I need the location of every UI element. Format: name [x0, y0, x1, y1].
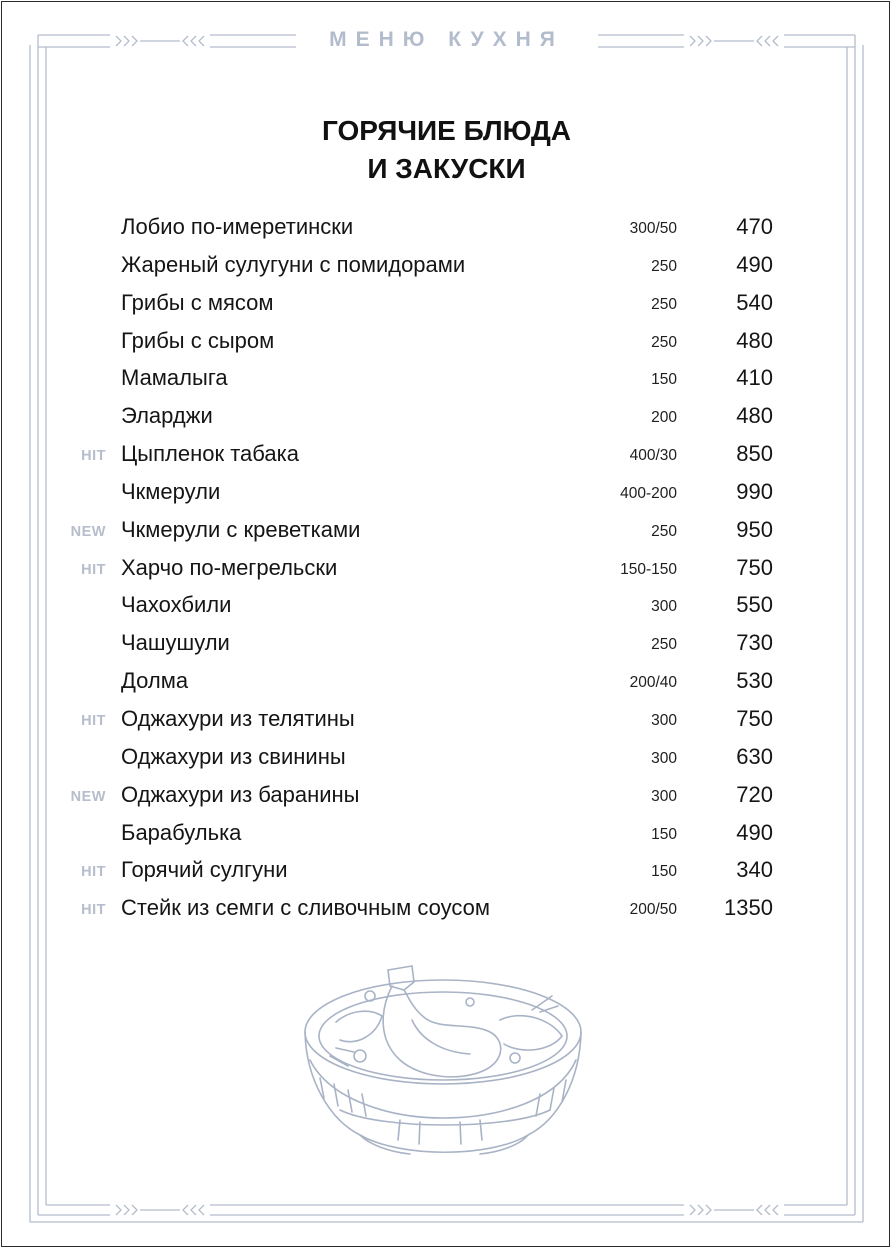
menu-item-tag: NEW — [70, 523, 106, 540]
menu-item-price: 750 — [736, 705, 773, 731]
menu-item — [0, 739, 893, 777]
menu-item-price: 470 — [736, 214, 773, 239]
menu-item — [0, 587, 893, 625]
menu-item-weight: 300 — [651, 749, 677, 767]
section-heading-line1: ГОРЯЧИЕ БЛЮДА — [321, 115, 572, 146]
menu-item-price: 950 — [736, 516, 773, 542]
menu-item — [0, 701, 893, 739]
menu-item-name: Чахохбили — [121, 592, 232, 618]
menu-item — [0, 436, 893, 474]
menu-item-name: Долма — [121, 668, 189, 694]
menu-item-weight: 400-200 — [620, 484, 677, 502]
menu-item-price: 1350 — [724, 895, 773, 921]
clay-pot-dish-illustration — [300, 960, 590, 1170]
menu-item-weight: 400/30 — [629, 447, 677, 465]
menu-item-weight: 250 — [651, 295, 677, 313]
section-heading — [0, 112, 893, 188]
menu-item — [0, 247, 893, 285]
section-heading-line2: И ЗАКУСКИ — [367, 153, 526, 184]
menu-item — [0, 360, 893, 398]
menu-item-tag: HIT — [81, 712, 106, 729]
menu-item — [0, 474, 893, 512]
menu-item — [0, 209, 893, 247]
menu-item-price: 750 — [736, 554, 773, 580]
menu-item-name: Чашушули — [121, 630, 230, 656]
menu-item-weight: 200/40 — [629, 674, 677, 692]
menu-item-name: Лобио по-имеретински — [121, 214, 354, 239]
menu-item-weight: 300 — [651, 711, 677, 729]
menu-item — [0, 323, 893, 361]
menu-item-tag: HIT — [81, 864, 106, 881]
menu-item-price: 490 — [736, 251, 773, 277]
menu-item-weight: 250 — [651, 333, 677, 351]
menu-item-name: Барабулька — [121, 819, 242, 845]
menu-item-price: 480 — [736, 403, 773, 429]
menu-item-price: 480 — [736, 327, 773, 353]
menu-item — [0, 285, 893, 323]
menu-item-weight: 250 — [651, 257, 677, 275]
menu-item-weight: 150-150 — [620, 560, 677, 578]
menu-item — [0, 625, 893, 663]
menu-item — [0, 777, 893, 815]
menu-item-price: 990 — [736, 478, 773, 504]
menu-item-weight: 300/50 — [629, 220, 677, 237]
menu-list — [0, 209, 893, 928]
menu-item-tag: HIT — [81, 448, 106, 465]
menu-item-price: 720 — [736, 781, 773, 807]
menu-item-price: 540 — [736, 289, 773, 315]
menu-item-name: Чкмерули с креветками — [121, 516, 361, 542]
menu-item — [0, 398, 893, 436]
menu-item-name: Горячий сулгуни — [121, 857, 288, 883]
menu-item-name: Цыпленок табака — [121, 441, 299, 467]
menu-item — [0, 512, 893, 550]
menu-item-price: 340 — [736, 857, 773, 883]
menu-item — [0, 663, 893, 701]
menu-item-name: Чкмерули — [121, 478, 221, 504]
menu-item-name: Стейк из семги с сливочным соусом — [121, 895, 490, 921]
menu-item-weight: 200/50 — [629, 901, 677, 919]
menu-item-price: 490 — [736, 819, 773, 845]
menu-item-weight: 150 — [651, 863, 677, 881]
menu-item-name: Грибы с мясом — [121, 289, 274, 315]
menu-item-name: Оджахури из баранины — [121, 781, 360, 807]
menu-item-weight: 300 — [651, 598, 677, 616]
menu-item-price: 730 — [736, 630, 773, 656]
menu-item — [0, 815, 893, 853]
menu-item — [0, 550, 893, 588]
menu-item — [0, 852, 893, 890]
menu-item-name: Мамалыга — [121, 365, 228, 391]
menu-item-weight: 150 — [651, 825, 677, 843]
menu-item-name: Грибы с сыром — [121, 327, 275, 353]
menu-item-tag: NEW — [70, 788, 106, 805]
menu-item — [0, 890, 893, 928]
menu-item-weight: 150 — [651, 371, 677, 389]
menu-item-name: Эларджи — [121, 403, 213, 429]
menu-item-price: 410 — [736, 365, 773, 391]
menu-item-weight: 300 — [651, 787, 677, 805]
menu-item-name: Жареный сулугуни с помидорами — [121, 251, 466, 277]
menu-item-weight: 250 — [651, 522, 677, 540]
menu-item-price: 630 — [736, 743, 773, 769]
menu-item-price: 850 — [736, 441, 773, 467]
menu-item-weight: 200 — [651, 409, 677, 427]
menu-item-name: Оджахури из свинины — [121, 743, 346, 769]
menu-category-title: МЕНЮ КУХНЯ — [329, 28, 564, 51]
menu-item-tag: HIT — [81, 902, 106, 919]
menu-item-price: 530 — [736, 668, 773, 694]
menu-item-weight: 250 — [651, 636, 677, 654]
menu-item-name: Харчо по-мегрельски — [121, 554, 338, 580]
menu-item-name: Оджахури из телятины — [121, 705, 355, 731]
menu-item-tag: HIT — [81, 561, 106, 578]
menu-item-price: 550 — [736, 592, 773, 618]
